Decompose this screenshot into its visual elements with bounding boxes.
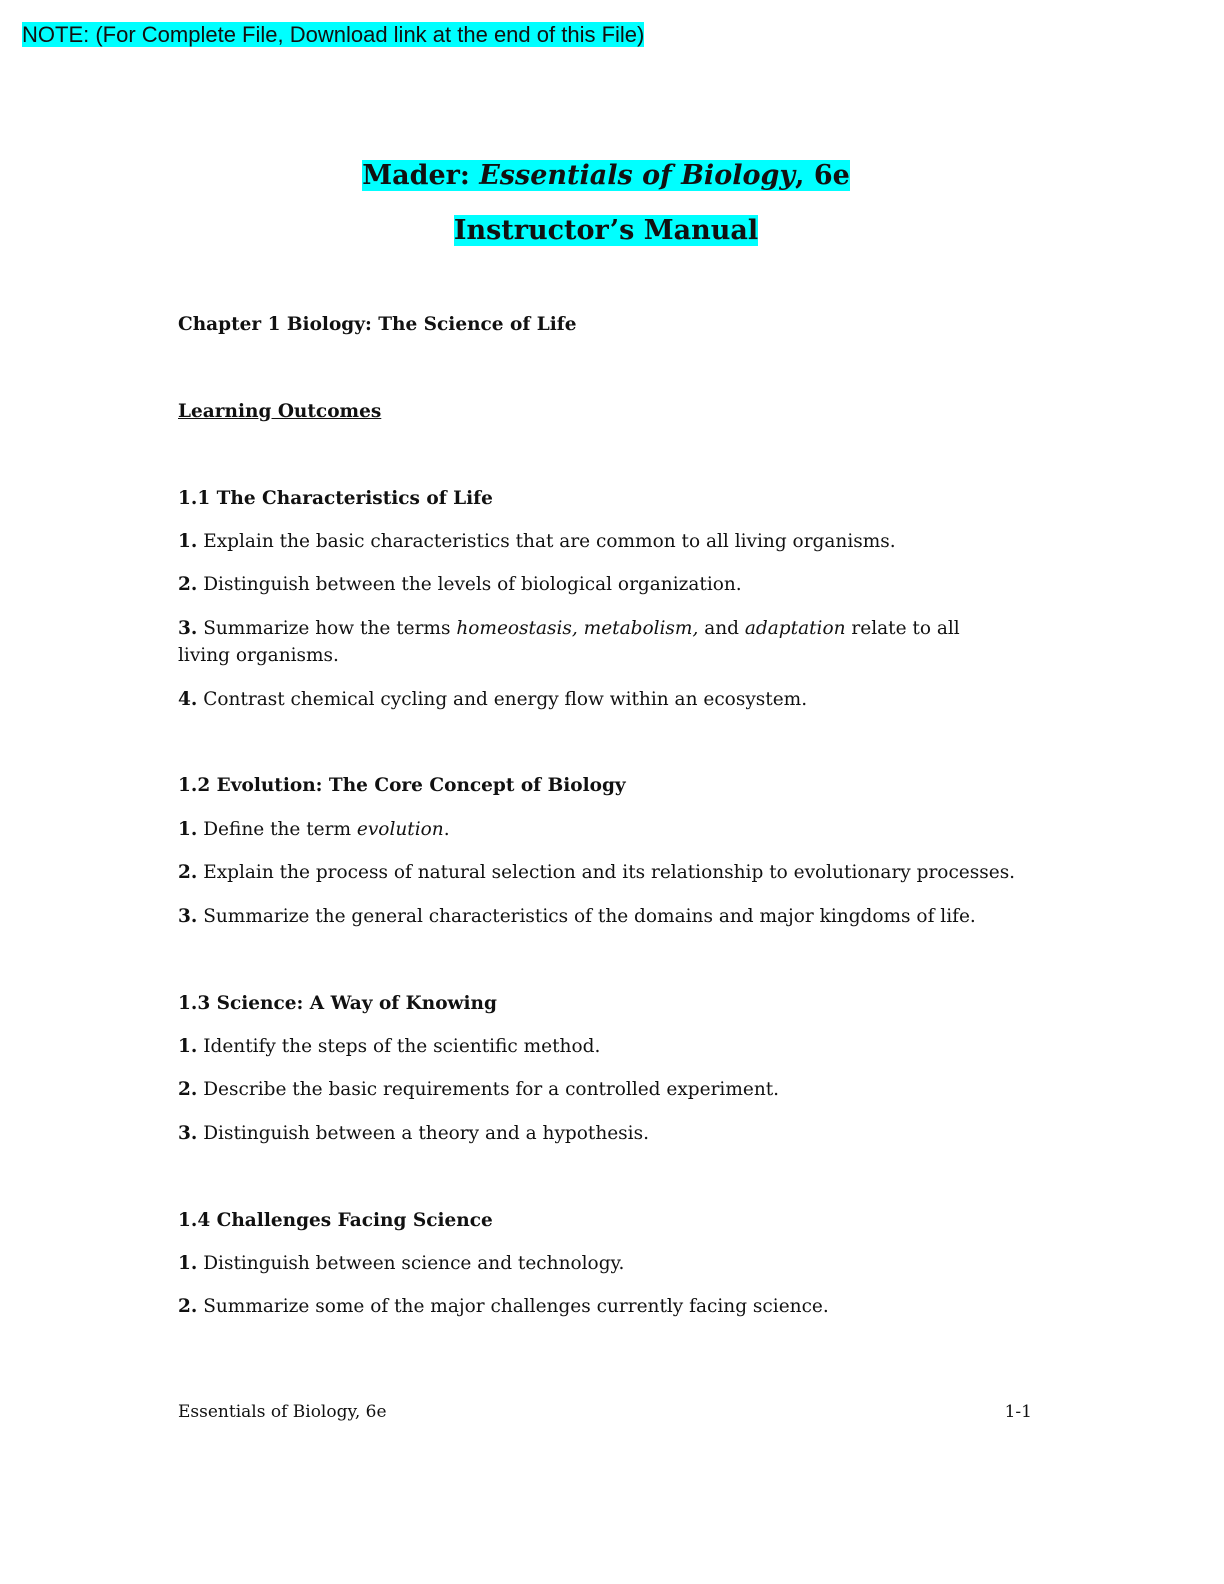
section-heading: 1.4 Challenges Facing Science [178, 1210, 493, 1231]
item-number: 2. [178, 574, 198, 595]
document-title-highlight [362, 160, 850, 191]
download-note [22, 22, 644, 48]
item-number: 3. [178, 906, 198, 927]
list-item [178, 615, 1008, 669]
list-item [178, 816, 1038, 843]
item-number: 2. [178, 1079, 198, 1100]
list-item [178, 903, 1038, 930]
download-note-text: NOTE: (For Complete File, Download link at the end of this File) [22, 22, 645, 47]
item-text: Summarize some of the major challenges currently facing science. [197, 1296, 829, 1317]
list-item [178, 686, 1038, 713]
title-author: Mader: [362, 160, 480, 191]
item-number: 2. [178, 862, 198, 883]
document-subtitle [0, 214, 1212, 248]
item-text: Contrast chemical cycling and energy flow within an ecosystem. [197, 689, 808, 710]
item-emphasis: evolution [356, 819, 444, 840]
item-number: 4. [178, 689, 198, 710]
footer-page-number: 1-1 [1004, 1402, 1032, 1422]
item-emphasis: homeostasis, metabolism, [456, 618, 699, 639]
list-item [178, 1293, 1038, 1320]
item-text: Identify the steps of the scientific method. [197, 1036, 601, 1057]
item-text: Describe the basic requirements for a controlled experiment. [197, 1079, 780, 1100]
item-text: Distinguish between the levels of biological organization. [197, 574, 742, 595]
document-title [0, 159, 1212, 193]
item-text: Summarize the general characteristics of the domains and major kingdoms of life. [197, 906, 976, 927]
item-text: Define the term [197, 819, 357, 840]
section-heading: 1.3 Science: A Way of Knowing [178, 993, 497, 1014]
chapter-heading: Chapter 1 Biology: The Science of Life [178, 314, 577, 335]
item-number: 2. [178, 1296, 198, 1317]
list-item [178, 528, 1038, 555]
learning-outcomes-heading: Learning Outcomes [178, 401, 382, 422]
list-item [178, 1250, 1038, 1277]
item-text: . [443, 819, 450, 840]
item-number: 1. [178, 1253, 198, 1274]
item-text: and [698, 618, 745, 639]
item-text: Distinguish between science and technology. [197, 1253, 625, 1274]
document-subtitle-text: Instructor’s Manual [453, 215, 759, 246]
item-emphasis: adaptation [744, 618, 846, 639]
item-text: Distinguish between a theory and a hypothesis. [197, 1123, 649, 1144]
item-number: 3. [178, 1123, 198, 1144]
title-book: Essentials of Biology [479, 160, 796, 191]
list-item [178, 859, 1038, 886]
item-number: 1. [178, 531, 198, 552]
item-text: Explain the basic characteristics that are common to all living organisms. [197, 531, 896, 552]
list-item [178, 1033, 1038, 1060]
item-text: relate to all living organisms. [178, 618, 960, 666]
item-text: Explain the process of natural selection and its relationship to evolutionary processes. [197, 862, 1016, 883]
section-heading: 1.1 The Characteristics of Life [178, 488, 493, 509]
section-heading: 1.2 Evolution: The Core Concept of Biology [178, 775, 626, 796]
item-number: 3. [178, 618, 198, 639]
list-item [178, 571, 1038, 598]
item-number: 1. [178, 819, 198, 840]
title-edition: , 6e [795, 160, 850, 191]
list-item [178, 1120, 1038, 1147]
item-text: Summarize how the terms [197, 618, 457, 639]
list-item [178, 1076, 1038, 1103]
footer-book-title: Essentials of Biology, 6e [178, 1402, 387, 1422]
item-number: 1. [178, 1036, 198, 1057]
